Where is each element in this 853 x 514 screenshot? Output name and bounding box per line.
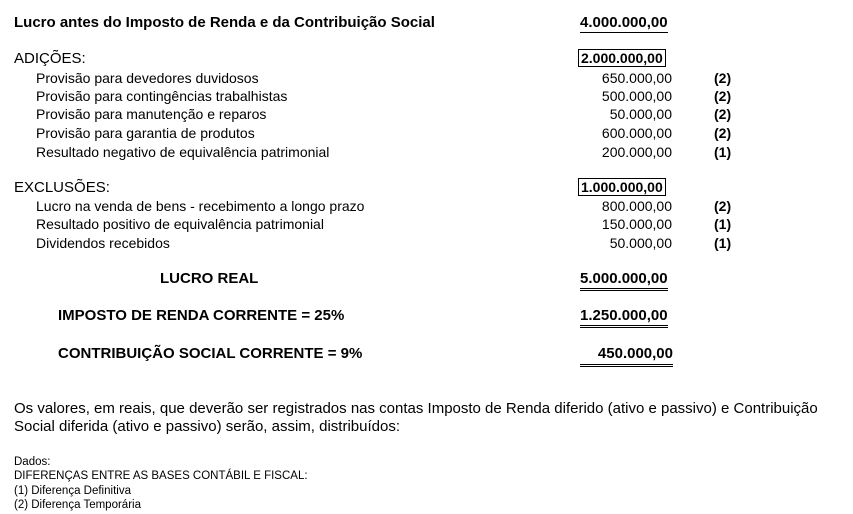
exclusoes-item-value: 150.000,00 xyxy=(601,216,672,232)
lucro-real-label: LUCRO REAL xyxy=(160,270,259,287)
ir-label: IMPOSTO DE RENDA CORRENTE = 25% xyxy=(58,307,345,324)
exclusoes-item-label: Dividendos recebidos xyxy=(36,235,170,251)
lucro-real-value-wrap xyxy=(580,270,668,288)
notes-title: DIFERENÇAS ENTRE AS BASES CONTÁBIL E FISCAL: xyxy=(14,470,308,482)
question-text: Os valores, em reais, que deverão ser registrados nas contas Imposto de Renda diferido (ativo e passivo) e Contribuição Social diferida (ativo e passivo) serão, assim, distribuídos: xyxy=(14,400,818,435)
exclusoes-item-label: Resultado positivo de equivalência patrimonial xyxy=(36,216,324,232)
adicoes-item-value: 600.000,00 xyxy=(601,125,672,141)
adicoes-item-label: Provisão para contingências trabalhistas xyxy=(36,88,288,104)
lucro-real-value: 5.000.000,00 xyxy=(580,270,668,291)
header-value-text: 4.000.000,00 xyxy=(580,14,668,31)
exclusoes-item-value: 800.000,00 xyxy=(601,198,672,214)
cs-value-wrap xyxy=(580,345,673,367)
adicoes-title: ADIÇÕES: xyxy=(14,50,86,67)
exclusoes-item-code: (2) xyxy=(714,198,732,214)
adicoes-item-label: Provisão para devedores duvidosos xyxy=(36,70,259,86)
notes-n2: (2) Diferença Temporária xyxy=(14,499,141,511)
exclusoes-title: EXCLUSÕES: xyxy=(14,179,110,196)
header-label: Lucro antes do Imposto de Renda e da Contribuição Social xyxy=(14,14,435,31)
exclusoes-total: 1.000.000,00 xyxy=(578,178,666,196)
exclusoes-total-box xyxy=(578,179,666,197)
exclusoes-item-code: (1) xyxy=(714,235,732,251)
ir-value: 1.250.000,00 xyxy=(580,307,668,328)
cs-label: CONTRIBUIÇÃO SOCIAL CORRENTE = 9% xyxy=(58,345,363,362)
adicoes-item-label: Provisão para manutenção e reparos xyxy=(36,106,267,122)
adicoes-total: 2.000.000,00 xyxy=(578,49,666,67)
exclusoes-item-label: Lucro na venda de bens - recebimento a longo prazo xyxy=(36,198,365,214)
adicoes-item-value: 650.000,00 xyxy=(601,70,672,86)
adicoes-item-label: Resultado negativo de equivalência patrimonial xyxy=(36,144,330,160)
adicoes-item-value: 200.000,00 xyxy=(601,144,672,160)
cs-value: 450.000,00 xyxy=(580,345,673,367)
adicoes-item-code: (2) xyxy=(714,106,732,122)
adicoes-item-code: (2) xyxy=(714,70,732,86)
notes-n1: (1) Diferença Definitiva xyxy=(14,485,131,497)
adicoes-item-code: (1) xyxy=(714,144,732,160)
exclusoes-item-code: (1) xyxy=(714,216,732,232)
adicoes-item-value: 50.000,00 xyxy=(609,106,672,122)
notes-dados: Dados: xyxy=(14,456,51,468)
adicoes-total-box xyxy=(578,50,666,68)
exclusoes-item-value: 50.000,00 xyxy=(609,235,672,251)
adicoes-item-code: (2) xyxy=(714,88,732,104)
adicoes-item-label: Provisão para garantia de produtos xyxy=(36,125,255,141)
ir-value-wrap xyxy=(580,307,668,325)
header-value xyxy=(580,14,668,32)
adicoes-item-value: 500.000,00 xyxy=(601,88,672,104)
adicoes-item-code: (2) xyxy=(714,125,732,141)
